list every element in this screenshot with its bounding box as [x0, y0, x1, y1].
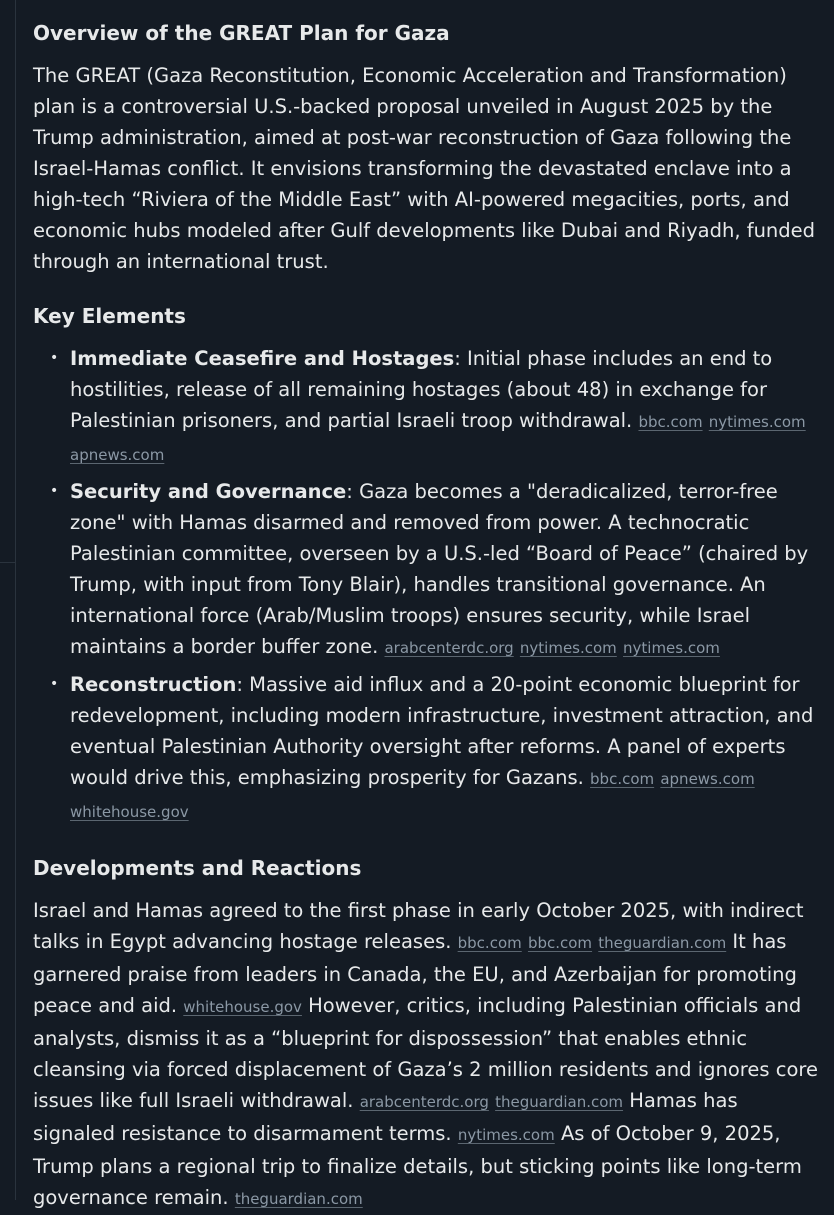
list-item	[33, 669, 819, 828]
thread-divider	[0, 562, 15, 563]
source-link[interactable]: apnews.com	[70, 446, 165, 464]
key-elements-list	[33, 343, 819, 828]
item-label: Immediate Ceasefire and Hostages	[70, 347, 455, 370]
bullet-icon: •	[50, 483, 59, 499]
thread-line	[15, 0, 16, 1200]
source-link[interactable]: theguardian.com	[495, 1093, 624, 1111]
paragraph-text: As of October 9, 2025, Trump plans a regional trip to finalize details, but sticking points like long-term governance remain.	[33, 1122, 802, 1209]
source-link[interactable]: nytimes.com	[708, 413, 806, 431]
key-elements-heading: Key Elements	[33, 304, 186, 328]
paragraph-text: It has garnered praise from leaders in Canada, the EU, and Azerbaijan for promoting peace and aid.	[33, 930, 797, 1017]
source-link[interactable]: theguardian.com	[598, 934, 727, 952]
developments-paragraph	[33, 895, 819, 1215]
overview-heading: Overview of the GREAT Plan for Gaza	[33, 21, 450, 45]
paragraph-text: However, critics, including Palestinian officials and analysts, dismiss it as a “blueprint for dispossession” that enables ethnic cleansing via forced displacement of Gaza’s 2 million residents and ignores core issues like full Israeli withdrawal.	[33, 994, 818, 1112]
source-link[interactable]: arabcenterdc.org	[384, 639, 514, 657]
source-link[interactable]: nytimes.com	[519, 639, 617, 657]
item-label: Security and Governance	[70, 480, 347, 503]
list-item	[33, 476, 819, 664]
source-link[interactable]: bbc.com	[527, 934, 593, 952]
source-link[interactable]: nytimes.com	[623, 639, 720, 657]
source-link[interactable]: bbc.com	[457, 934, 522, 952]
developments-heading: Developments and Reactions	[33, 856, 362, 880]
source-link[interactable]: nytimes.com	[457, 1126, 555, 1144]
bullet-icon: •	[50, 350, 59, 366]
source-link[interactable]: bbc.com	[590, 770, 655, 788]
overview-paragraph: The GREAT (Gaza Reconstitution, Economic Acceleration and Transformation) plan is a controversial U.S.-backed proposal unveiled in August 2025 by the Trump administration, aimed at post-war reconstruction of Gaza following the Israel-Hamas conflict. It envisions transforming the devastated enclave into a high-tech “Riviera of the Middle East” with AI-powered megacities, ports, and economic hubs modeled after Gulf developments like Dubai and Riyadh, funded through an international trust.	[33, 64, 816, 273]
source-link[interactable]: whitehouse.gov	[183, 998, 302, 1016]
list-item	[33, 343, 819, 471]
source-link[interactable]: arabcenterdc.org	[359, 1093, 489, 1111]
source-link[interactable]: whitehouse.gov	[70, 803, 189, 821]
source-link[interactable]: theguardian.com	[234, 1190, 363, 1208]
response-body	[33, 18, 819, 1215]
item-label: Reconstruction	[70, 673, 237, 696]
bullet-icon: •	[50, 676, 59, 692]
item-text: : Gaza becomes a "deradicalized, terror-free zone" with Hamas disarmed and removed from power. A technocratic Palestinian committee, overseen by a U.S.-led “Board of Peace” (chaired by Trump, with input from Tony Blair), handles transitional governance. An international force (Arab/Muslim troops) ensures security, while Israel maintains a border buffer zone.	[70, 480, 809, 658]
item-text: : Initial phase includes an end to hostilities, release of all remaining hostages (about 48) in exchange for Palestinian prisoners, and partial Israeli troop withdrawal.	[70, 347, 773, 432]
paragraph-text: Hamas has signaled resistance to disarmament terms.	[33, 1089, 738, 1145]
source-link[interactable]: apnews.com	[660, 770, 755, 788]
source-link[interactable]: bbc.com	[638, 413, 703, 431]
paragraph-text: Israel and Hamas agreed to the first phase in early October 2025, with indirect talks in Egypt advancing hostage releases.	[33, 899, 804, 953]
item-text: : Massive aid influx and a 20-point economic blueprint for redevelopment, including modern infrastructure, investment attraction, and eventual Palestinian Authority oversight after reforms. A panel of experts would drive this, emphasizing prosperity for Gazans.	[70, 673, 814, 789]
